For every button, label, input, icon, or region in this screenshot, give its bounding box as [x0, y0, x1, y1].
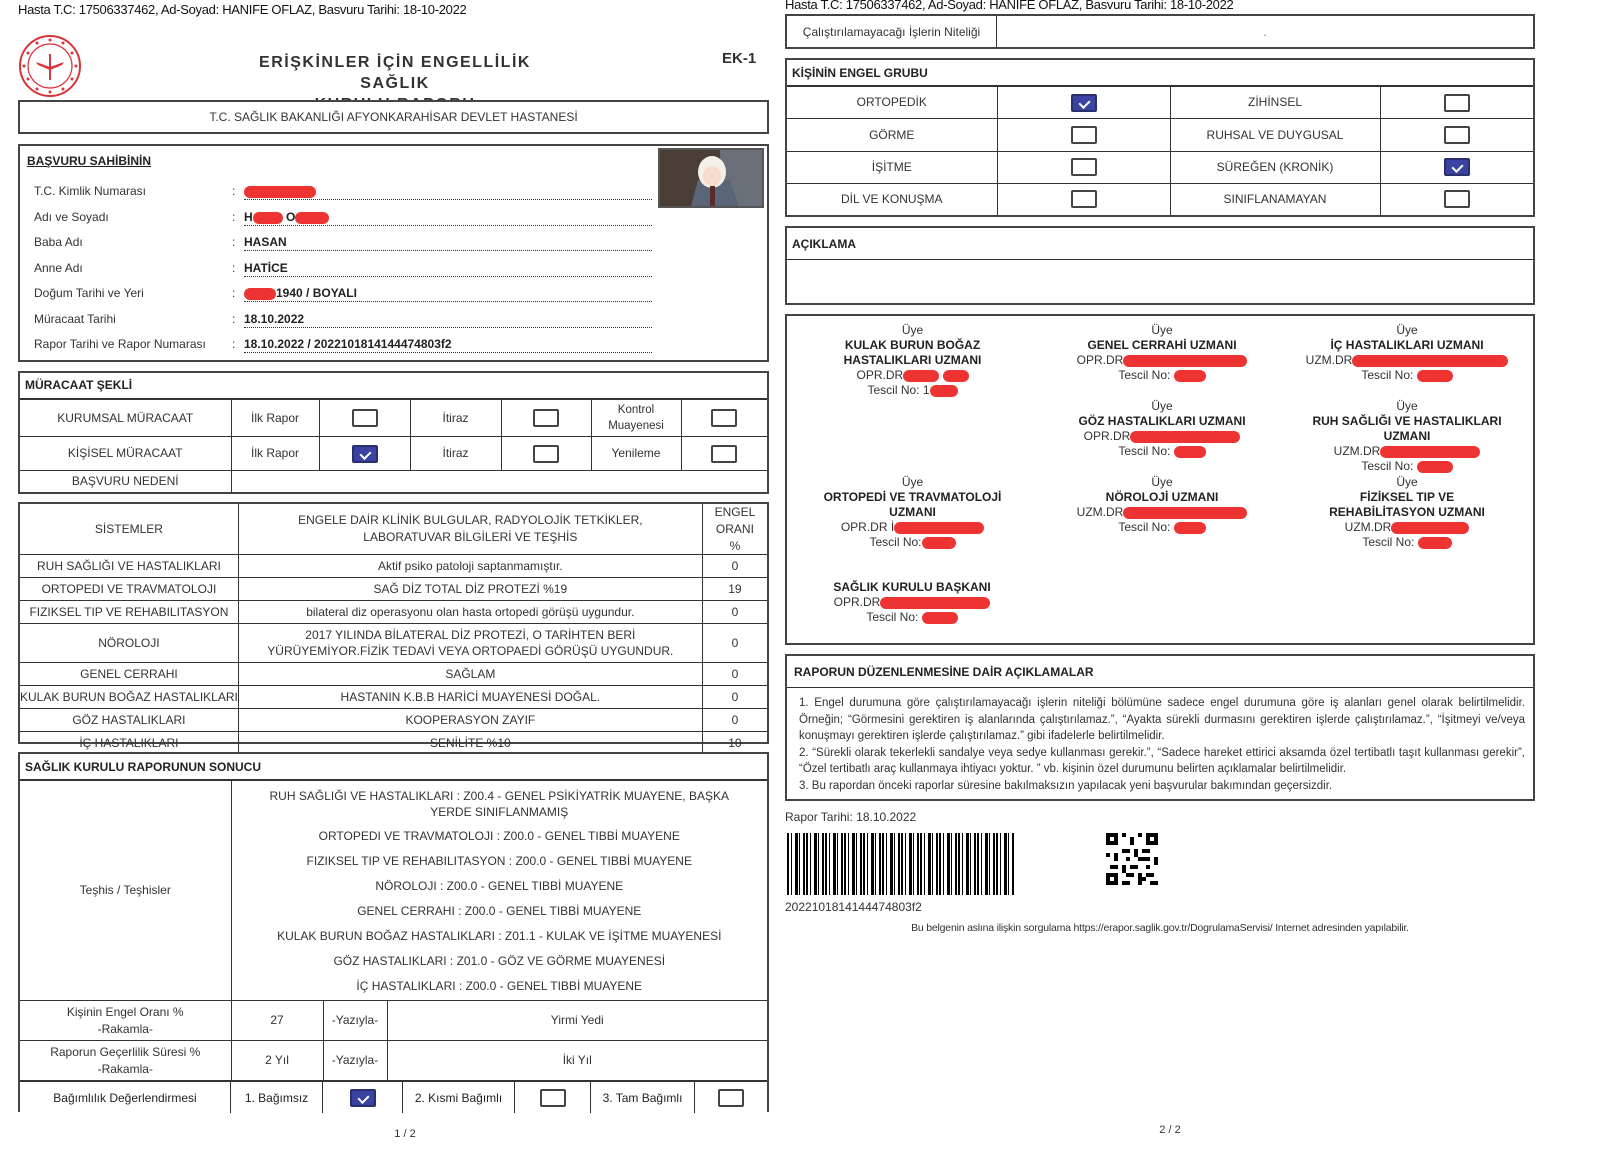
group-label: DİL VE KONUŞMA — [787, 183, 997, 215]
rate-value: 27 — [231, 1001, 323, 1041]
member-tescil — [1052, 444, 1272, 459]
member-orthopedics — [805, 475, 1020, 550]
checkbox-speech[interactable] — [1071, 190, 1097, 208]
note-item: 1. Engel durumuna göre çalıştırılamayacağı işlerin niteliği bölümüne sadece engel durumuna göre iş alanları genel olarak belirtilmelidir. Örneğin; “Görmesini gerektiren iş alanlarında çalıştırılamaz.”, “Ayakta sürekli durmasını gerektiren işlerde çalıştırılamaz.”, “İşitmeyi ve/veya konuşmayı gerektiren işlerde çalıştırılamaz.” gibi ifadelerle belirtilmelidir. — [799, 697, 1525, 742]
member-kbb — [805, 323, 1020, 398]
rate-label-line2: -Rakamla- — [97, 1021, 153, 1036]
finding-cell: 2017 YILINDA BİLATERAL DİZ PROTEZİ, O TARİHTEN BERİ YÜRÜYEMİYOR.FİZİK TEDAVİ VEYA ORTOPAEDİ GÖRÜŞÜ UYGUNDUR. — [238, 624, 702, 663]
member-doctor — [1052, 505, 1272, 520]
field-colon: : — [232, 261, 236, 275]
application-row-personal — [20, 437, 767, 471]
checkbox-orthopedic[interactable] — [1071, 94, 1097, 112]
member-title: ORTOPEDİ VE TRAVMATOLOJİ UZMANI — [823, 490, 1002, 519]
member-doctor — [1292, 444, 1522, 459]
disability-group-title: KİŞİNİN ENGEL GRUBU — [787, 60, 1533, 86]
table-row — [20, 663, 767, 686]
checkbox-cell — [501, 400, 591, 437]
hospital-name: T.C. SAĞLIK BAKANLIĞI AFYONKARAHİSAR DEVLET HASTANESİ — [18, 100, 769, 134]
birth-value: 1940 / BOYALI — [276, 286, 357, 300]
member-title: SAĞLIK KURULU BAŞKANI — [833, 580, 991, 594]
diagnosis-item: NÖROLOJI : Z00.0 - GENEL TIBBİ MUAYENE — [375, 878, 624, 893]
tescil-label: Tescil No: — [1361, 459, 1414, 473]
checkbox-unclassified[interactable] — [1444, 190, 1470, 208]
redaction-mark — [1123, 507, 1247, 519]
table-row — [20, 578, 767, 601]
group-label: SINIFLANAMAYAN — [1170, 183, 1380, 215]
member-psychiatry — [1292, 399, 1522, 474]
finding-cell: HASTANIN K.B.B HARİCİ MUAYENESİ DOĞAL. — [238, 686, 702, 709]
rate-cell: 10 — [702, 732, 767, 755]
rate-cell: 0 — [702, 663, 767, 686]
member-tescil — [827, 610, 997, 625]
rate-cell: 0 — [702, 709, 767, 732]
name-prefix: H — [244, 210, 253, 224]
finding-cell: SAĞLAM — [238, 663, 702, 686]
checkbox-cell — [501, 437, 591, 471]
field-value: 18.10.2022 / 2022101814144474803f2 — [244, 337, 652, 353]
page2-patient-header: Hasta T.C: 17506337462, Ad-Soyad: HANIFE OFLAZ, Basvuru Tarihi: 18-10-2022 — [785, 0, 1234, 12]
field-colon: : — [232, 235, 236, 249]
explanation-text — [787, 260, 1533, 272]
member-doctor — [1307, 520, 1507, 535]
member-ophthalmology — [1052, 399, 1272, 459]
option-label: İtiraz — [410, 437, 501, 471]
validity-label-line2: -Rakamla- — [97, 1061, 153, 1076]
checkbox-cell — [515, 1082, 591, 1113]
field-label: Adı ve Soyadı — [34, 210, 109, 224]
redaction-mark — [1123, 355, 1247, 367]
checkbox-objection-personal[interactable] — [533, 445, 559, 463]
field-colon: : — [232, 337, 236, 351]
tescil-label: Tescil No: — [1118, 368, 1171, 382]
redaction-mark — [1380, 446, 1480, 458]
rate-cell: 0 — [702, 624, 767, 663]
checkbox-cell — [681, 437, 767, 471]
diagnosis-item: ORTOPEDI VE TRAVMATOLOJI : Z00.0 - GENEL TIBBİ MUAYENE — [318, 828, 680, 843]
member-role: Üye — [1151, 399, 1173, 413]
checkbox-cell — [319, 437, 410, 471]
member-doctor — [1052, 429, 1272, 444]
note-item: 2. “Sürekli olarak tekerlekli sandalye veya sedye kullanması gerekir.”, “Sadece hareket ettirici aksamda özel tertibatlı taşıt kullanması gerekir”, “Özel tertibatlı araç kullanmaya ihtiyacı yoktur. ” vb. kişinin özel durumunu belirten açıklamalar belirtilmelidir. — [799, 746, 1525, 775]
validity-label — [20, 1041, 231, 1081]
member-internal-medicine — [1292, 323, 1522, 383]
field-report-number — [34, 337, 674, 355]
member-doctor — [1292, 353, 1522, 368]
dependency-label: Bağımlılık Değerlendirmesi — [20, 1082, 231, 1113]
applicant-section — [18, 144, 769, 362]
checkbox-chronic[interactable] — [1444, 158, 1470, 176]
reason-label: BAŞVURU NEDENİ — [20, 471, 231, 493]
validity-label-line1: Raporun Geçerlilik Süresi % — [50, 1044, 201, 1059]
diagnosis-row — [20, 781, 767, 1001]
member-title: FİZİKSEL TIP VE REHABİLİTASYON UZMANI — [1329, 490, 1485, 519]
redaction-mark — [1352, 355, 1508, 367]
redaction-mark — [903, 370, 939, 382]
checkbox-cell — [997, 183, 1170, 215]
diagnosis-item: KULAK BURUN BOĞAZ HASTALIKLARI : Z01.1 - KULAK VE İŞİTME MUAYENESİ — [277, 928, 722, 943]
member-role: Üye — [901, 323, 924, 337]
member-title: RUH SAĞLIĞI VE HASTALIKLARI UZMANI — [1312, 414, 1502, 443]
member-role: Üye — [1396, 399, 1418, 413]
member-role: Üye — [1151, 475, 1173, 489]
page1-patient-header: Hasta T.C: 17506337462, Ad-Soyad: HANIFE OFLAZ, Basvuru Tarihi: 18-10-2022 — [18, 2, 467, 17]
field-value — [244, 286, 652, 302]
ministry-seal-icon — [18, 34, 82, 98]
member-doctor — [1052, 353, 1272, 368]
field-value — [244, 210, 652, 226]
field-colon: : — [232, 184, 236, 198]
field-value: 18.10.2022 — [244, 312, 652, 328]
report-title-line1: ERİŞKİNLER İÇİN ENGELLİLİK SAĞLIK — [259, 54, 531, 92]
result-section — [18, 752, 769, 1112]
surname-prefix: O — [286, 210, 296, 224]
yaziyla-label: -Yazıyla- — [323, 1001, 387, 1041]
option-label: Kontrol Muayenesi — [591, 400, 681, 437]
checkbox-cell — [997, 119, 1170, 151]
tescil-label: Tescil No: 1 — [867, 383, 930, 397]
ek-label: EK-1 — [722, 50, 757, 67]
doctor-prefix: UZM.DR — [1333, 444, 1381, 458]
row-label: KİŞİSEL MÜRACAAT — [20, 437, 231, 471]
doctor-prefix: OPR.DR — [1083, 429, 1131, 443]
system-cell: NÖROLOJI — [20, 624, 238, 663]
redaction-mark — [1130, 431, 1240, 443]
col-header-findings: ENGELE DAİR KLİNİK BULGULAR, RADYOLOJİK TETKİKLER, LABORATUVAR BİLGİLERİ VE TEŞHİS — [238, 504, 702, 555]
redaction-mark — [1174, 370, 1206, 382]
member-tescil — [1292, 459, 1522, 474]
redaction-mark — [1418, 537, 1452, 549]
checkbox-cell — [997, 87, 1170, 119]
member-tescil — [1307, 535, 1507, 550]
dependency-option-label: 2. Kısmi Bağımlı — [403, 1082, 515, 1113]
field-label: Rapor Tarihi ve Rapor Numarası — [34, 337, 206, 351]
application-type-section — [18, 371, 769, 494]
checkbox-mental[interactable] — [1444, 94, 1470, 112]
page2-number: 2 / 2 — [1159, 1124, 1181, 1136]
checkbox-cell — [997, 151, 1170, 183]
rate-text: Yirmi Yedi — [387, 1001, 767, 1041]
diagnosis-label: Teşhis / Teşhisler — [20, 781, 231, 1001]
member-doctor — [805, 520, 1020, 535]
disability-group-row — [787, 183, 1533, 215]
redaction-mark — [244, 288, 276, 300]
checkbox-first-report-corporate[interactable] — [352, 409, 378, 427]
report-date: Rapor Tarihi: 18.10.2022 — [785, 810, 917, 824]
unworkable-label: Çalıştırılamayacağı İşlerin Niteliği — [787, 16, 997, 47]
diagnosis-item: İÇ HASTALIKLARI : Z00.0 - GENEL TIBBİ MUAYENE — [356, 978, 643, 993]
rate-cell: 0 — [702, 601, 767, 624]
doctor-prefix: OPR.DR İ — [840, 520, 895, 534]
tescil-label: Tescil No: — [1362, 535, 1415, 549]
notes-section — [785, 654, 1535, 801]
table-row — [20, 709, 767, 732]
option-label: İlk Rapor — [231, 400, 319, 437]
field-birth — [34, 286, 674, 304]
member-role: Üye — [1151, 323, 1173, 337]
member-tescil — [805, 535, 1020, 550]
rate-label-line1: Kişinin Engel Oranı % — [66, 1004, 184, 1019]
system-cell: GÖZ HASTALIKLARI — [20, 709, 238, 732]
member-title: GÖZ HASTALIKLARI UZMANI — [1078, 414, 1246, 428]
checkbox-cell — [1380, 119, 1533, 151]
committee-section — [785, 314, 1535, 645]
member-title: KULAK BURUN BOĞAZ HASTALIKLARI UZMANI — [843, 338, 982, 367]
rate-cell: 19 — [702, 578, 767, 601]
table-row — [20, 624, 767, 663]
field-label: Anne Adı — [34, 261, 83, 275]
redaction-mark — [1174, 446, 1206, 458]
verification-text: Bu belgenin aslına ilişkin sorgulama https://erapor.saglik.gov.tr/DogrulamaServisi/ Internet adresinden yapılabilir. — [911, 922, 1409, 934]
rate-label — [20, 1001, 231, 1041]
application-type-title: MÜRACAAT ŞEKLİ — [20, 373, 767, 399]
applicant-section-title: BAŞVURU SAHİBİNİN — [27, 154, 152, 168]
member-tescil — [1292, 368, 1522, 383]
member-title: NÖROLOJİ UZMANI — [1105, 490, 1219, 504]
finding-cell: Aktif psiko patoloji saptanmamıştır. — [238, 555, 702, 578]
group-label: ORTOPEDİK — [787, 87, 997, 119]
barcode-icon — [787, 833, 1015, 895]
finding-cell: bilateral diz operasyonu olan hasta ortopedi görüşü uygundur. — [238, 601, 702, 624]
group-label: GÖRME — [787, 119, 997, 151]
redaction-mark — [922, 612, 958, 624]
member-physical-therapy — [1307, 475, 1507, 550]
field-father-name — [34, 235, 674, 253]
rate-cell: 0 — [702, 686, 767, 709]
field-tc-kimlik — [34, 184, 674, 202]
checkbox-cell — [1380, 151, 1533, 183]
member-doctor — [827, 595, 997, 610]
member-role: Üye — [1396, 475, 1418, 489]
reason-value — [231, 471, 767, 493]
field-label: Müracaat Tarihi — [34, 312, 116, 326]
member-tescil — [1052, 520, 1272, 535]
field-colon: : — [232, 312, 236, 326]
redaction-mark — [922, 537, 956, 549]
col-header-rate: ENGEL ORANI % — [702, 504, 767, 555]
redaction-mark — [295, 212, 329, 224]
disability-rate-row — [20, 1001, 767, 1041]
checkbox-partially-dependent[interactable] — [540, 1089, 566, 1107]
checkbox-cell — [1380, 183, 1533, 215]
redaction-mark — [244, 186, 316, 198]
dependency-row — [20, 1081, 767, 1113]
systems-table — [18, 502, 769, 751]
field-label: T.C. Kimlik Numarası — [34, 184, 147, 198]
diagnosis-list — [231, 781, 767, 1001]
field-value-redacted — [244, 184, 652, 200]
validity-row — [20, 1041, 767, 1081]
field-colon: : — [232, 210, 236, 224]
checkbox-hearing[interactable] — [1071, 158, 1097, 176]
disability-group-row — [787, 87, 1533, 119]
table-row — [20, 601, 767, 624]
redaction-mark — [1417, 370, 1453, 382]
option-label: Yenileme — [591, 437, 681, 471]
group-label: İŞİTME — [787, 151, 997, 183]
field-value: HATİCE — [244, 261, 652, 277]
field-value: HASAN — [244, 235, 652, 251]
row-label: KURUMSAL MÜRACAAT — [20, 400, 231, 437]
dependency-option-label: 3. Tam Bağımlı — [591, 1082, 695, 1113]
redaction-mark — [1417, 461, 1453, 473]
system-cell: ORTOPEDI VE TRAVMATOLOJI — [20, 578, 238, 601]
field-label: Doğum Tarihi ve Yeri — [34, 286, 144, 300]
tescil-label: Tescil No: — [1118, 520, 1171, 534]
note-item: 3. Bu rapordan önceki raporlar süresine bakılmaksızın yapılacak yeni başvurular bakımından geçersizdir. — [799, 779, 1333, 792]
table-row — [20, 686, 767, 709]
field-application-date — [34, 312, 674, 330]
field-mother-name — [34, 261, 674, 279]
system-cell: GENEL CERRAHI — [20, 663, 238, 686]
doctor-prefix: UZM.DR — [1344, 520, 1392, 534]
redaction-mark — [880, 597, 990, 609]
system-cell: FIZIKSEL TIP VE REHABILITASYON — [20, 601, 238, 624]
doctor-prefix: UZM.DR — [1305, 353, 1353, 367]
notes-title: RAPORUN DÜZENLENMESİNE DAİR AÇIKLAMALAR — [787, 656, 1533, 688]
finding-cell: SENİLİTE %10 — [238, 732, 702, 755]
result-section-title: SAĞLIK KURULU RAPORUNUN SONUCU — [20, 754, 767, 780]
disability-group-row — [787, 151, 1533, 183]
dependency-option-label: 1. Bağımsız — [231, 1082, 323, 1113]
diagnosis-item: GÖZ HASTALIKLARI : Z01.0 - GÖZ VE GÖRME MUAYENESİ — [333, 953, 666, 968]
checkbox-cell — [323, 1082, 403, 1113]
member-role: Üye — [901, 475, 924, 489]
tescil-label: Tescil No: — [1361, 368, 1414, 382]
disability-group-row — [787, 119, 1533, 151]
checkbox-cell — [695, 1082, 767, 1113]
unworkable-value: . — [1263, 24, 1267, 39]
disability-group-section — [785, 58, 1535, 217]
finding-cell: SAĞ DİZ TOTAL DİZ PROTEZİ %19 — [238, 578, 702, 601]
table-row — [20, 555, 767, 578]
option-label: İtiraz — [410, 400, 501, 437]
checkbox-renewal[interactable] — [711, 445, 737, 463]
system-cell: KULAK BURUN BOĞAZ HASTALIKLARI — [20, 686, 238, 709]
redaction-mark — [253, 212, 283, 224]
doctor-prefix: UZM.DR — [1076, 505, 1124, 519]
checkbox-cell — [681, 400, 767, 437]
col-header-systems: SİSTEMLER — [20, 504, 238, 555]
system-cell: İÇ HASTALIKLARI — [20, 732, 238, 755]
field-colon: : — [232, 286, 236, 300]
barcode-number: 2022101814144474803f2 — [785, 900, 922, 914]
checkbox-control-exam[interactable] — [711, 409, 737, 427]
redaction-mark — [930, 385, 958, 397]
redaction-mark — [943, 370, 969, 382]
option-label: İlk Rapor — [231, 437, 319, 471]
group-label: SÜREĞEN (KRONİK) — [1170, 151, 1380, 183]
doctor-prefix: OPR.DR — [833, 595, 881, 609]
rate-cell: 0 — [702, 555, 767, 578]
member-tescil — [1052, 368, 1272, 383]
checkbox-vision[interactable] — [1071, 126, 1097, 144]
doctor-prefix: OPR.DR — [1076, 353, 1124, 367]
member-neurology — [1052, 475, 1272, 535]
member-general-surgery — [1052, 323, 1272, 383]
checkbox-first-report-personal[interactable] — [352, 445, 378, 463]
redaction-mark — [1391, 522, 1469, 534]
diagnosis-item: GENEL CERRAHI : Z00.0 - GENEL TIBBİ MUAYENE — [357, 903, 642, 918]
unworkable-jobs-row — [785, 14, 1535, 49]
finding-cell: KOOPERASYON ZAYIF — [238, 709, 702, 732]
checkbox-emotional[interactable] — [1444, 126, 1470, 144]
group-label: ZİHİNSEL — [1170, 87, 1380, 119]
explanation-section — [785, 226, 1535, 305]
application-reason-row — [20, 471, 767, 493]
field-name — [34, 210, 674, 228]
system-cell: RUH SAĞLIĞI VE HASTALIKLARI — [20, 555, 238, 578]
field-label: Baba Adı — [34, 235, 83, 249]
tescil-label: Tescil No: — [1118, 444, 1171, 458]
member-role: Üye — [1396, 323, 1418, 337]
tescil-label: Tescil No: — [866, 610, 919, 624]
tescil-label: Tescil No: — [869, 535, 922, 549]
member-title: GENEL CERRAHİ UZMANI — [1087, 338, 1237, 352]
group-label: RUHSAL VE DUYGUSAL — [1170, 119, 1380, 151]
validity-text: İki Yıl — [387, 1041, 767, 1081]
explanation-title: AÇIKLAMA — [787, 228, 1533, 260]
yaziyla-label: -Yazıyla- — [323, 1041, 387, 1081]
systems-header-row — [20, 504, 767, 555]
diagnosis-item: RUH SAĞLIĞI VE HASTALIKLARI : Z00.4 - GENEL PSİKİYATRİK MUAYENE, BAŞKA YERDE SINIFLANMAMIŞ — [269, 788, 729, 819]
checkbox-independent[interactable] — [350, 1089, 376, 1107]
checkbox-cell — [319, 400, 410, 437]
redaction-mark — [1174, 522, 1206, 534]
checkbox-cell — [1380, 87, 1533, 119]
validity-value: 2 Yıl — [231, 1041, 323, 1081]
checkbox-fully-dependent[interactable] — [718, 1089, 744, 1107]
redaction-mark — [894, 522, 984, 534]
member-tescil — [805, 383, 1020, 398]
checkbox-objection-corporate[interactable] — [533, 409, 559, 427]
diagnosis-item: FIZIKSEL TIP VE REHABILITASYON : Z00.0 - GENEL TIBBİ MUAYENE — [306, 853, 692, 868]
qr-code-icon — [1106, 833, 1158, 885]
notes-list — [787, 688, 1533, 794]
member-doctor — [805, 368, 1020, 383]
committee-chairman — [827, 580, 997, 625]
application-row-corporate — [20, 400, 767, 437]
doctor-prefix: OPR.DR — [856, 368, 904, 382]
page1-number: 1 / 2 — [394, 1128, 416, 1140]
member-title: İÇ HASTALIKLARI UZMANI — [1330, 338, 1484, 352]
